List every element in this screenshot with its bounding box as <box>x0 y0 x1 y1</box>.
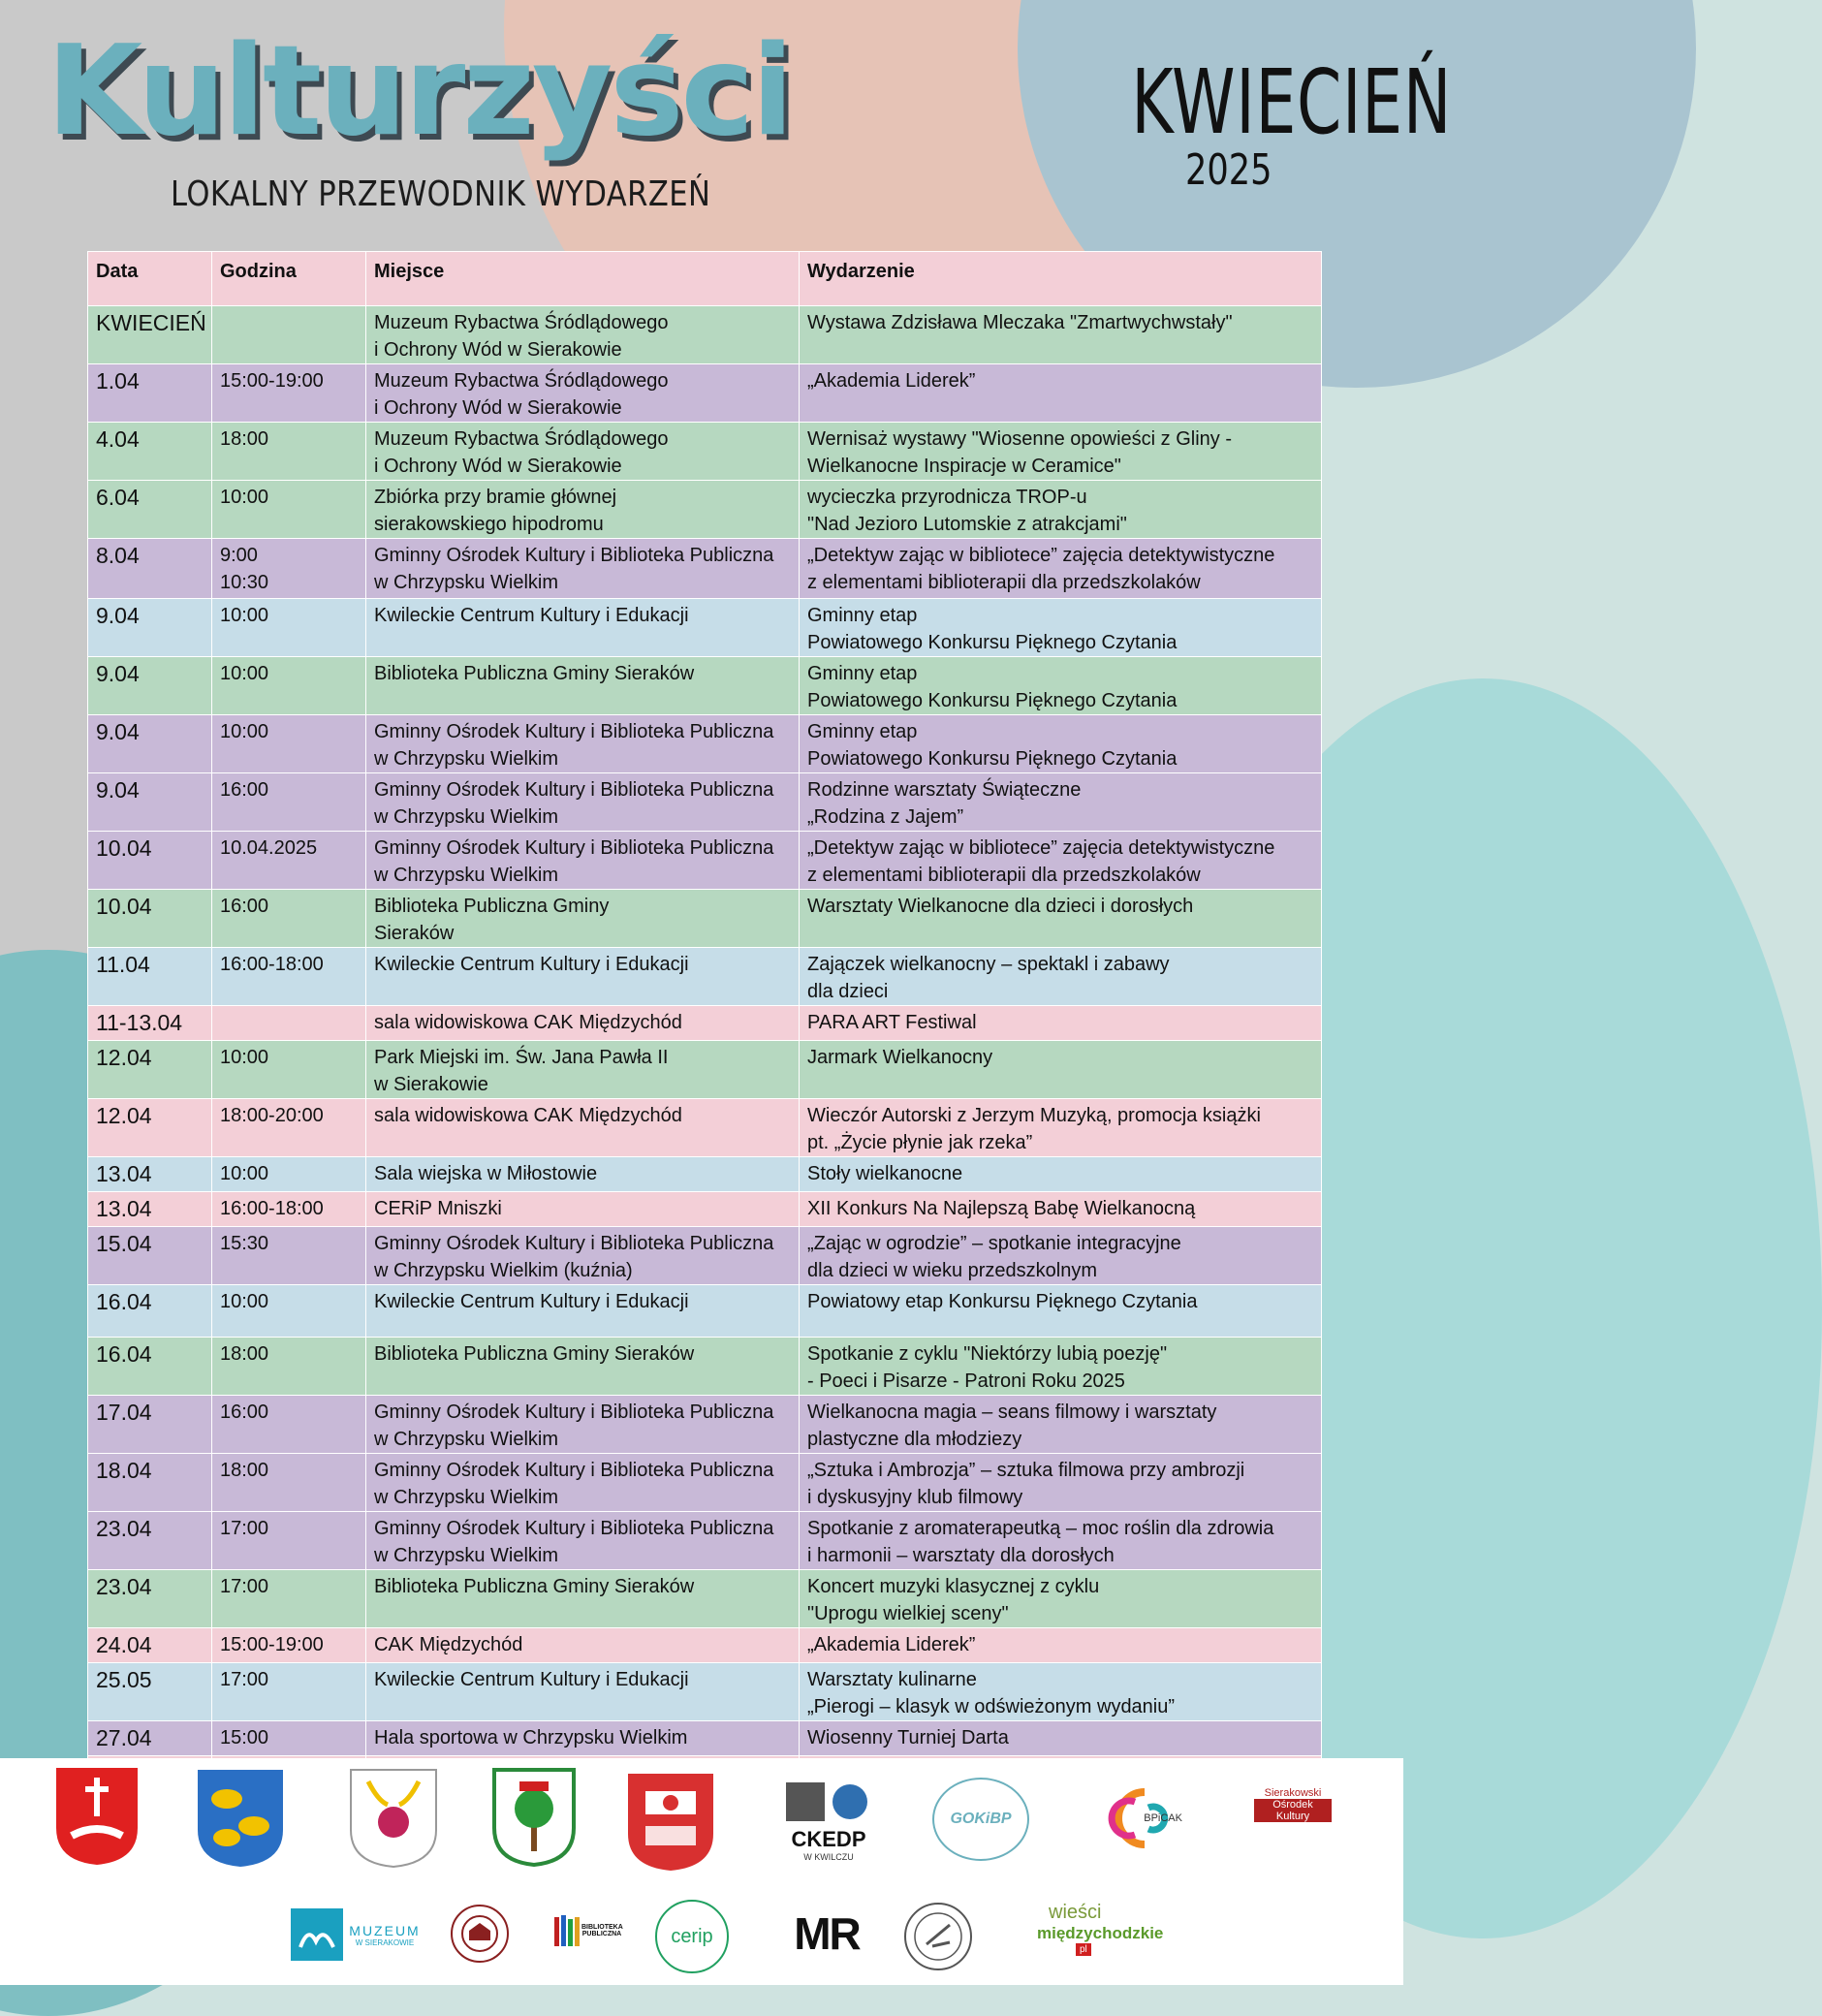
table-row <box>88 539 1322 599</box>
column-header-date: Data <box>88 252 212 306</box>
cell-place: Biblioteka Publiczna Gminy Sieraków <box>366 657 800 715</box>
cell-event: Wieczór Autorski z Jerzym Muzyką, promocja książki pt. „Życie płynie jak rzeka” <box>800 1099 1322 1157</box>
cell-event: Powiatowy etap Konkursu Pięknego Czytania <box>800 1285 1322 1338</box>
cell-time: 10:00 <box>212 657 366 715</box>
brand-title: Kulturzyści <box>47 19 792 164</box>
gokibp-text: GOKiBP <box>950 1811 1012 1827</box>
cell-place: CERiP Mniszki <box>366 1192 800 1227</box>
cell-time: 18:00 <box>212 1454 366 1512</box>
cell-event: Rodzinne warsztaty Świąteczne „Rodzina z Jajem” <box>800 773 1322 832</box>
table-row <box>88 1227 1322 1285</box>
cell-date: 18.04 <box>88 1454 212 1512</box>
cell-time: 10:00 <box>212 715 366 773</box>
cell-event: Wystawa Zdzisława Mleczaka "Zmartwychwstały" <box>800 306 1322 364</box>
column-header-time: Godzina <box>212 252 366 306</box>
ckedp-sub-text: W KWILCZU <box>803 1852 854 1862</box>
cell-date: 4.04 <box>88 423 212 481</box>
cell-place: Kwileckie Centrum Kultury i Edukacji <box>366 948 800 1006</box>
table-row <box>88 948 1322 1006</box>
cell-event: „Sztuka i Ambrozja” – sztuka filmowa przy ambrozji i dyskusyjny klub filmowy <box>800 1454 1322 1512</box>
cell-event: Gminny etap Powiatowego Konkursu Pięknego Czytania <box>800 715 1322 773</box>
cell-time: 9:00 10:30 <box>212 539 366 599</box>
cell-time: 16:00 <box>212 890 366 948</box>
cell-date: 27.04 <box>88 1721 212 1756</box>
cell-event: XII Konkurs Na Najlepszą Babę Wielkanocną <box>800 1192 1322 1227</box>
cell-place: Gminny Ośrodek Kultury i Biblioteka Publiczna w Chrzypsku Wielkim <box>366 1512 800 1570</box>
column-header-place: Miejsce <box>366 252 800 306</box>
cell-event: Warsztaty Wielkanocne dla dzieci i dorosłych <box>800 890 1322 948</box>
wiesci-text: wieści <box>1049 1902 1102 1923</box>
table-row <box>88 1721 1322 1756</box>
table-row <box>88 423 1322 481</box>
table-row <box>88 306 1322 364</box>
cell-event: Zajączek wielkanocny – spektakl i zabawy dla dzieci <box>800 948 1322 1006</box>
cell-event: Wernisaż wystawy "Wiosenne opowieści z Gliny - Wielkanocne Inspiracje w Ceramice" <box>800 423 1322 481</box>
cell-date: 1.04 <box>88 364 212 423</box>
library-seal-icon <box>903 1902 973 1971</box>
table-row <box>88 1041 1322 1099</box>
table-row <box>88 1157 1322 1192</box>
cell-event: wycieczka przyrodnicza TROP-u "Nad Jezioro Lutomskie z atrakcjami" <box>800 481 1322 539</box>
cell-place: Gminny Ośrodek Kultury i Biblioteka Publiczna w Chrzypsku Wielkim (kuźnia) <box>366 1227 800 1285</box>
biblioteka-logo <box>549 1913 626 1948</box>
cell-event: Jarmark Wielkanocny <box>800 1041 1322 1099</box>
cell-time: 16:00 <box>212 1396 366 1454</box>
table-row <box>88 364 1322 423</box>
cell-date: 13.04 <box>88 1157 212 1192</box>
muzeum-sub-text: W SIERAKOWIE <box>355 1937 415 1947</box>
mr-logo <box>783 1907 870 1960</box>
cell-place: Biblioteka Publiczna Gminy Sieraków <box>366 890 800 948</box>
table-row <box>88 1192 1322 1227</box>
cell-date: 16.04 <box>88 1338 212 1396</box>
cell-event: Spotkanie z aromaterapeutką – moc roślin dla zdrowia i harmonii – warsztaty dla dorosłych <box>800 1512 1322 1570</box>
ckedp-text: CKEDP <box>791 1827 866 1851</box>
table-row <box>88 1512 1322 1570</box>
cell-date: 11.04 <box>88 948 212 1006</box>
cell-date: 15.04 <box>88 1227 212 1285</box>
cell-event: Stoły wielkanocne <box>800 1157 1322 1192</box>
coat-of-arms-miedzychod-icon <box>56 1768 138 1865</box>
cerip-logo <box>655 1900 729 1973</box>
cell-place: Gminny Ośrodek Kultury i Biblioteka Publiczna w Chrzypsku Wielkim <box>366 773 800 832</box>
cell-time: 17:00 <box>212 1570 366 1628</box>
table-row <box>88 481 1322 539</box>
cell-time <box>212 1006 366 1041</box>
cell-date: 23.04 <box>88 1512 212 1570</box>
table-row <box>88 1099 1322 1157</box>
cell-time: 10:00 <box>212 481 366 539</box>
cell-date: KWIECIEŃ <box>88 306 212 364</box>
month-label: KWIECIEŃ <box>1131 50 1453 154</box>
cell-time: 16:00-18:00 <box>212 948 366 1006</box>
sok-line-2: Ośrodek <box>1254 1799 1332 1811</box>
table-row <box>88 599 1322 657</box>
cell-time: 18:00-20:00 <box>212 1099 366 1157</box>
table-row <box>88 890 1322 948</box>
sponsor-logos <box>0 1758 1403 1985</box>
cell-place: Kwileckie Centrum Kultury i Edukacji <box>366 1663 800 1721</box>
table-row <box>88 657 1322 715</box>
table-row <box>88 1338 1322 1396</box>
cell-place: CAK Międzychód <box>366 1628 800 1663</box>
cell-date: 9.04 <box>88 657 212 715</box>
cell-event: Gminny etap Powiatowego Konkursu Pięknego Czytania <box>800 599 1322 657</box>
cell-time: 10.04.2025 <box>212 832 366 890</box>
sok-line-3: Kultury <box>1254 1811 1332 1822</box>
cell-date: 12.04 <box>88 1099 212 1157</box>
cell-place: Kwileckie Centrum Kultury i Edukacji <box>366 599 800 657</box>
cell-place: Hala sportowa w Chrzypsku Wielkim <box>366 1721 800 1756</box>
cell-date: 12.04 <box>88 1041 212 1099</box>
cell-date: 9.04 <box>88 773 212 832</box>
cell-place: Biblioteka Publiczna Gminy Sieraków <box>366 1570 800 1628</box>
sok-line-1: Sierakowski <box>1264 1787 1322 1799</box>
cell-date: 16.04 <box>88 1285 212 1338</box>
cell-place: Gminny Ośrodek Kultury i Biblioteka Publiczna w Chrzypsku Wielkim <box>366 1396 800 1454</box>
cell-time: 15:30 <box>212 1227 366 1285</box>
cell-place: sala widowiskowa CAK Międzychód <box>366 1006 800 1041</box>
cell-time: 17:00 <box>212 1663 366 1721</box>
table-row <box>88 1454 1322 1512</box>
cell-time: 10:00 <box>212 599 366 657</box>
coat-of-arms-powiat-icon <box>626 1772 715 1873</box>
cell-event: „Zając w ogrodzie” – spotkanie integracyjne dla dzieci w wieku przedszkolnym <box>800 1227 1322 1285</box>
cell-time: 15:00-19:00 <box>212 1628 366 1663</box>
cell-place: Biblioteka Publiczna Gminy Sieraków <box>366 1338 800 1396</box>
bpicak-text: BPiCAK <box>1144 1812 1182 1824</box>
biblioteka-text: BIBLIOTEKA PUBLICZNA <box>581 1924 623 1937</box>
table-row <box>88 1663 1322 1721</box>
pl-text: pl <box>1076 1943 1091 1956</box>
cell-event: „Akademia Liderek” <box>800 364 1322 423</box>
cell-time: 16:00 <box>212 773 366 832</box>
coat-of-arms-sierakow-icon <box>198 1770 283 1867</box>
events-table <box>87 251 1322 1816</box>
cell-date: 11-13.04 <box>88 1006 212 1041</box>
cell-time: 10:00 <box>212 1041 366 1099</box>
table-row <box>88 1628 1322 1663</box>
cell-place: Sala wiejska w Miłostowie <box>366 1157 800 1192</box>
sok-logo <box>1252 1787 1334 1822</box>
cell-time: 15:00-19:00 <box>212 364 366 423</box>
school-seal-icon <box>450 1904 510 1964</box>
column-header-event: Wydarzenie <box>800 252 1322 306</box>
year-label: 2025 <box>1185 145 1272 195</box>
cell-date: 8.04 <box>88 539 212 599</box>
cell-place: Park Miejski im. Św. Jana Pawła II w Sierakowie <box>366 1041 800 1099</box>
cell-event: Koncert muzyki klasycznej z cyklu "Uprogu wielkiej sceny" <box>800 1570 1322 1628</box>
cell-date: 9.04 <box>88 599 212 657</box>
table-row <box>88 1570 1322 1628</box>
cell-event: Wielkanocna magia – seans filmowy i warsztaty plastyczne dla młodziezy <box>800 1396 1322 1454</box>
cell-date: 25.05 <box>88 1663 212 1721</box>
table-row <box>88 1396 1322 1454</box>
wiesci-logo <box>1037 1902 1164 1956</box>
cell-event: PARA ART Festiwal <box>800 1006 1322 1041</box>
cell-place: Muzeum Rybactwa Śródlądowego i Ochrony Wód w Sierakowie <box>366 423 800 481</box>
cell-place: Muzeum Rybactwa Śródlądowego i Ochrony Wód w Sierakowie <box>366 364 800 423</box>
cell-event: Spotkanie z cyklu "Niektórzy lubią poezję" - Poeci i Pisarze - Patroni Roku 2025 <box>800 1338 1322 1396</box>
cell-place: Kwileckie Centrum Kultury i Edukacji <box>366 1285 800 1338</box>
cell-time: 17:00 <box>212 1512 366 1570</box>
muzeum-logo <box>283 1906 428 1964</box>
cell-date: 9.04 <box>88 715 212 773</box>
cell-time: 10:00 <box>212 1157 366 1192</box>
cell-time: 18:00 <box>212 1338 366 1396</box>
cell-time: 10:00 <box>212 1285 366 1338</box>
cell-event: Gminny etap Powiatowego Konkursu Pięknego Czytania <box>800 657 1322 715</box>
miedzychodzkie-text: międzychodzkie <box>1037 1924 1164 1942</box>
cell-time: 16:00-18:00 <box>212 1192 366 1227</box>
cell-event: Warsztaty kulinarne „Pierogi – klasyk w odświeżonym wydaniu” <box>800 1663 1322 1721</box>
cell-place: Muzeum Rybactwa Śródlądowego i Ochrony Wód w Sierakowie <box>366 306 800 364</box>
table-header-row <box>88 252 1322 306</box>
cell-event: Wiosenny Turniej Darta <box>800 1721 1322 1756</box>
cell-place: Gminny Ośrodek Kultury i Biblioteka Publiczna w Chrzypsku Wielkim <box>366 539 800 599</box>
cell-date: 24.04 <box>88 1628 212 1663</box>
cell-date: 23.04 <box>88 1570 212 1628</box>
muzeum-text: MUZEUM <box>349 1922 421 1938</box>
cell-place: sala widowiskowa CAK Międzychód <box>366 1099 800 1157</box>
cell-time: 18:00 <box>212 423 366 481</box>
cell-date: 10.04 <box>88 832 212 890</box>
table-row <box>88 1285 1322 1338</box>
cell-date: 17.04 <box>88 1396 212 1454</box>
table-row <box>88 1006 1322 1041</box>
coat-of-arms-chrzypsko-icon <box>492 1768 576 1867</box>
cell-event: „Detektyw zając w bibliotece” zajęcia detektywistyczne z elementami biblioterapii dla przedszkolaków <box>800 832 1322 890</box>
cell-time <box>212 306 366 364</box>
gokibp-logo <box>932 1778 1029 1861</box>
mr-text: MR <box>794 1908 860 1959</box>
table-row <box>88 773 1322 832</box>
ckedp-logo <box>775 1774 882 1867</box>
cell-place: Gminny Ośrodek Kultury i Biblioteka Publiczna w Chrzypsku Wielkim <box>366 832 800 890</box>
subtitle: LOKALNY PRZEWODNIK WYDARZEŃ <box>171 174 711 214</box>
cell-time: 15:00 <box>212 1721 366 1756</box>
cell-event: „Detektyw zając w bibliotece” zajęcia detektywistyczne z elementami biblioterapii dla przedszkolaków <box>800 539 1322 599</box>
table-row <box>88 832 1322 890</box>
cell-date: 10.04 <box>88 890 212 948</box>
cell-place: Gminny Ośrodek Kultury i Biblioteka Publiczna w Chrzypsku Wielkim <box>366 1454 800 1512</box>
cell-place: Zbiórka przy bramie głównej sierakowskiego hipodromu <box>366 481 800 539</box>
cell-date: 6.04 <box>88 481 212 539</box>
coat-of-arms-kwilcz-icon <box>349 1768 438 1869</box>
cell-date: 13.04 <box>88 1192 212 1227</box>
cerip-text: cerip <box>671 1925 713 1947</box>
table-row <box>88 715 1322 773</box>
cell-event: „Akademia Liderek” <box>800 1628 1322 1663</box>
cell-place: Gminny Ośrodek Kultury i Biblioteka Publiczna w Chrzypsku Wielkim <box>366 715 800 773</box>
bpicak-logo <box>1091 1780 1188 1857</box>
